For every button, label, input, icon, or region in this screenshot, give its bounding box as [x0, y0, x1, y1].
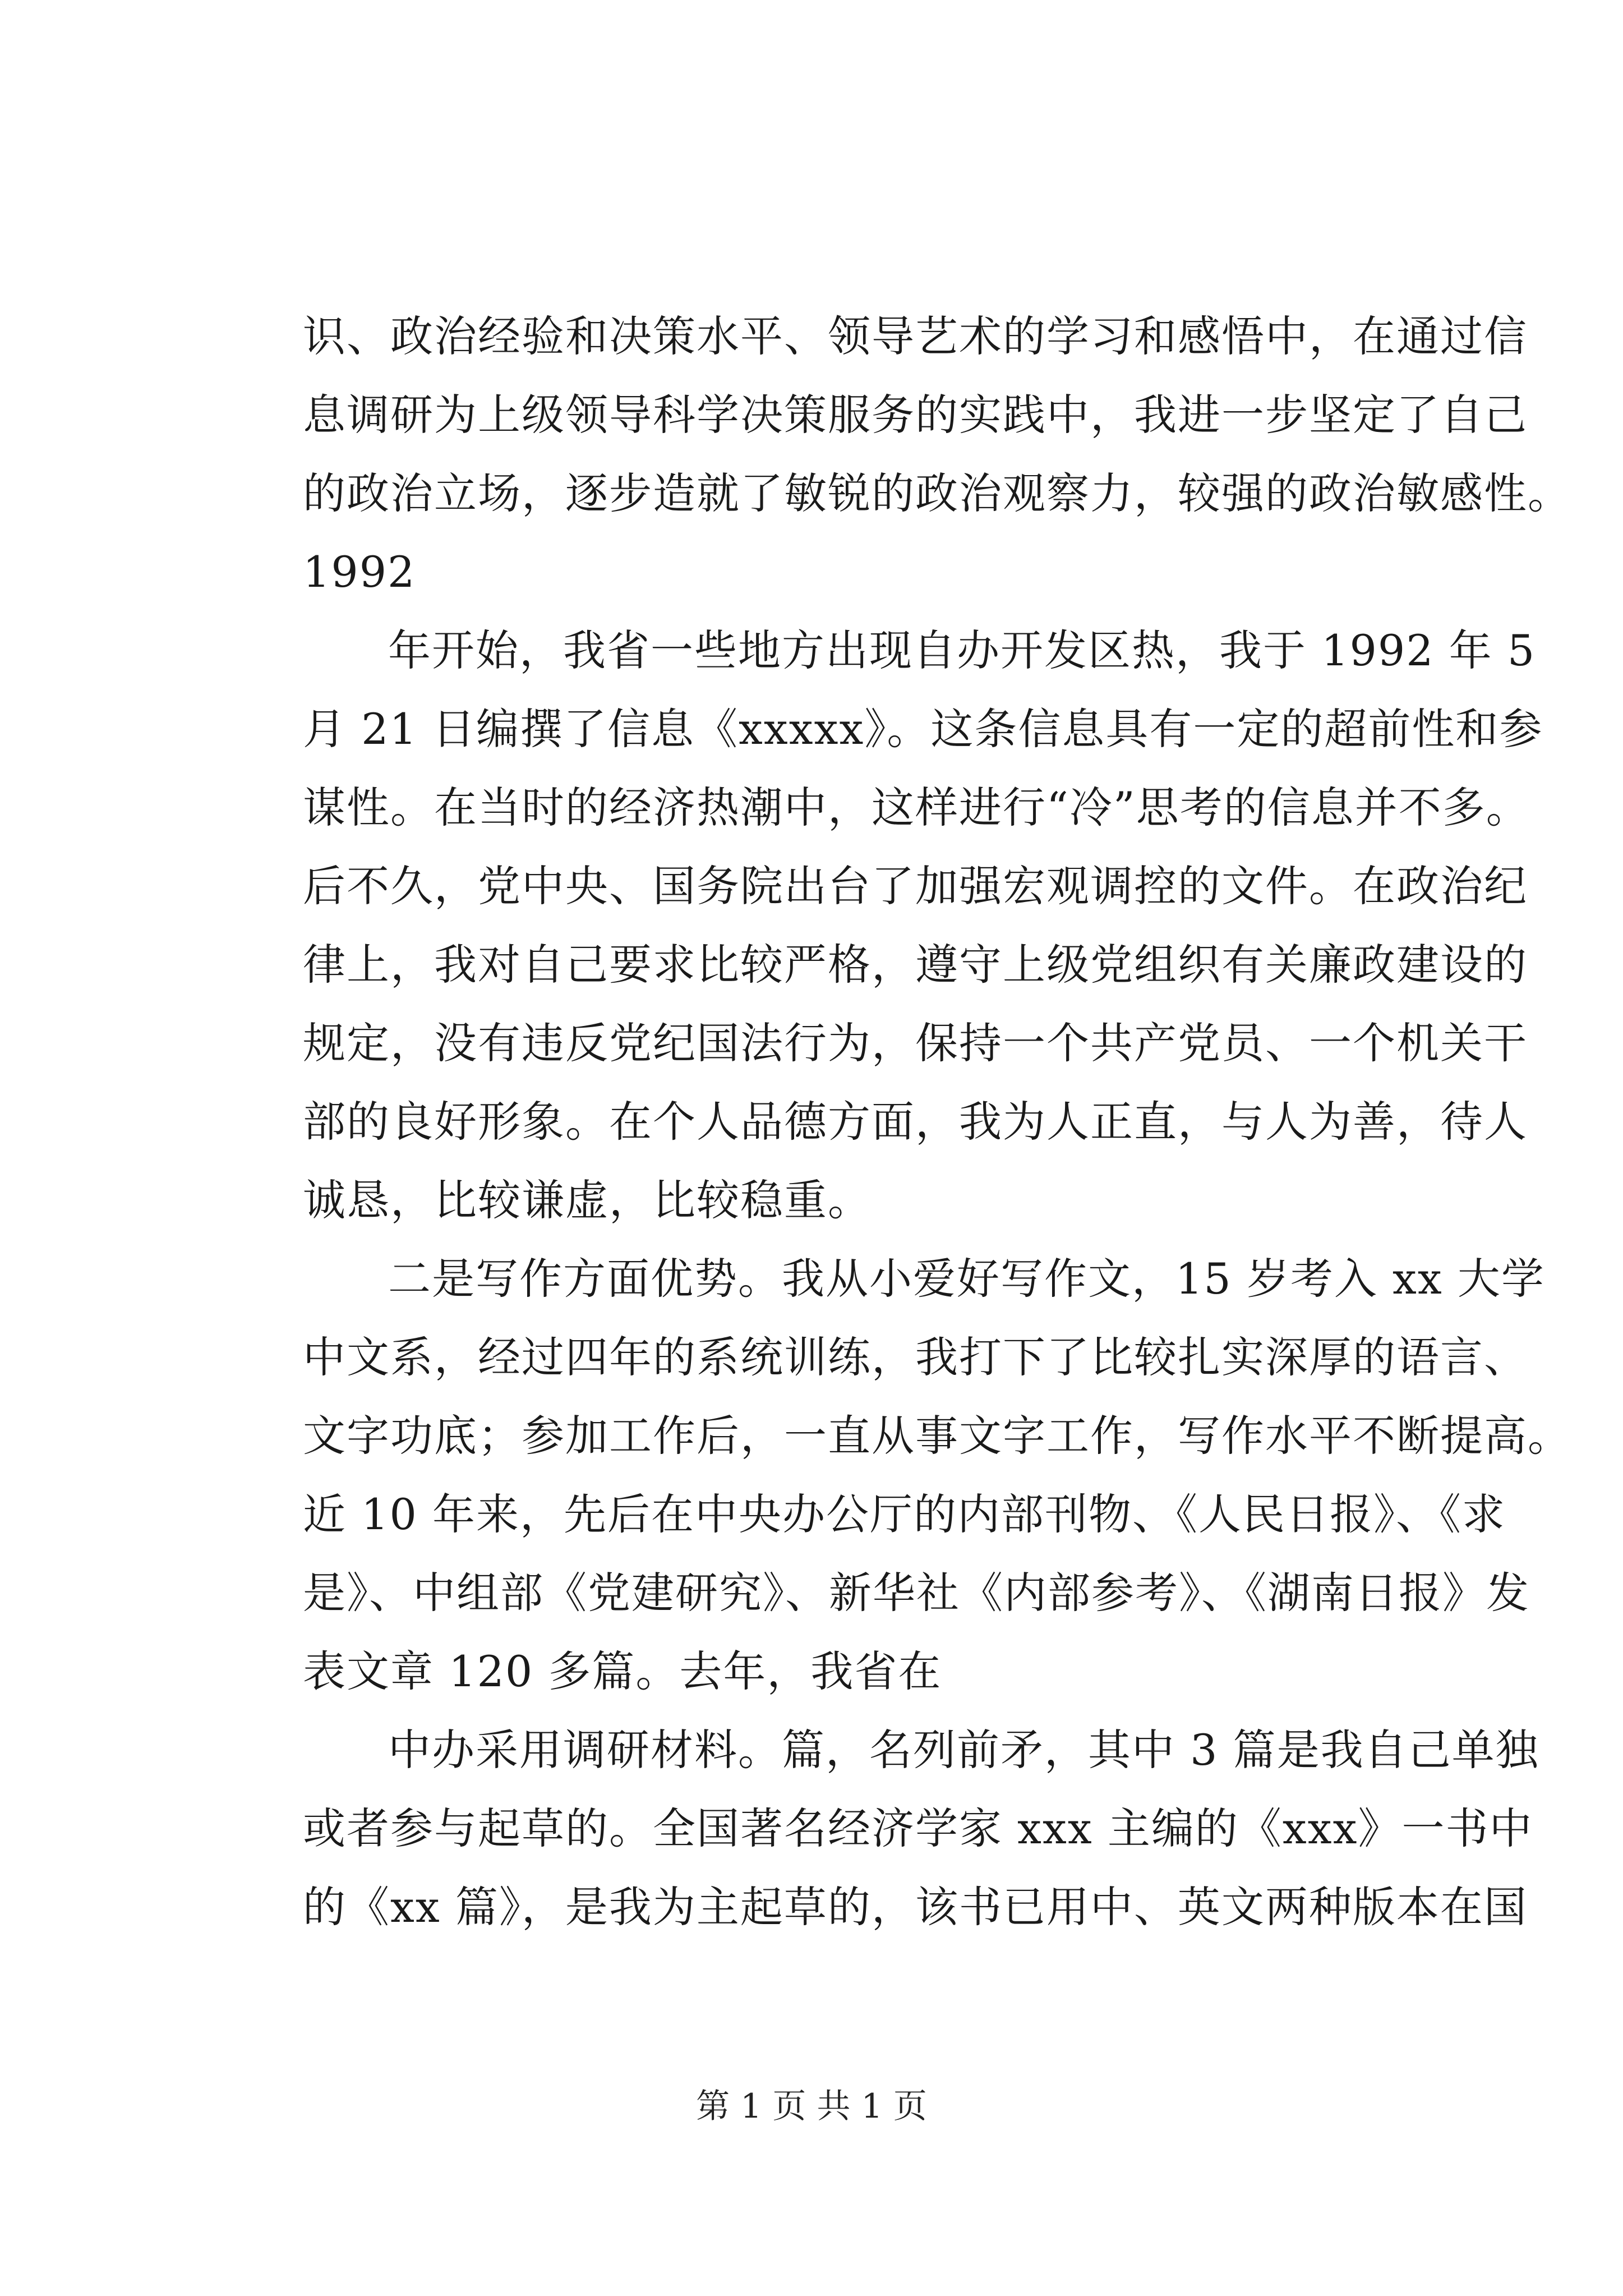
text-line: 诚恳，比较谦虚，比较稳重。 — [303, 1175, 872, 1225]
text-line: 谋性。在当时的经济热潮中，这样进行“冷”思考的信息并不多。 — [303, 783, 1530, 832]
text-line: 识、政治经验和决策水平、领导艺术的学习和感悟中，在通过信 — [303, 311, 1528, 361]
text-line: 或者参与起草的。全国著名经济学家 xxx 主编的《xxx》一书中 — [303, 1803, 1533, 1853]
text-line: 1992 — [303, 547, 416, 597]
text-line: 律上，我对自己要求比较严格，遵守上级党组织有关廉政建设的 — [303, 940, 1528, 990]
page-number-label: 第 1 页 共 1 页 — [696, 2087, 927, 2126]
text-line: 后不久，党中央、国务院出台了加强宏观调控的文件。在政治纪 — [303, 861, 1528, 911]
document-body — [303, 297, 1571, 1947]
text-line: 的《xx 篇》，是我为主起草的，该书已用中、英文两种版本在国 — [303, 1882, 1528, 1932]
paragraph-start-line: 年开始，我省一些地方出现自办开发区热，我于 1992 年 5 — [388, 625, 1536, 675]
text-line: 规定，没有违反党纪国法行为，保持一个共产党员、一个机关干 — [303, 1018, 1528, 1068]
text-line: 近 10 年来，先后在中央办公厅的内部刊物、《人民日报》、《求 — [303, 1489, 1506, 1539]
text-line: 部的良好形象。在个人品德方面，我为人正直，与人为善，待人 — [303, 1097, 1528, 1147]
text-line: 息调研为上级领导科学决策服务的实践中，我进一步坚定了自己 — [303, 390, 1528, 440]
paragraph-start-line: 中办采用调研材料。篇，名列前矛，其中 3 篇是我自己单独 — [388, 1725, 1539, 1775]
text-line: 中文系，经过四年的系统训练，我打下了比较扎实深厚的语言、 — [303, 1332, 1528, 1382]
paragraph-start-line: 二是写作方面优势。我从小爱好写作文，15 岁考入 xx 大学 — [388, 1254, 1545, 1304]
text-line: 的政治立场，逐步造就了敏锐的政治观察力，较强的政治敏感性。 — [303, 468, 1571, 518]
text-line: 文字功底；参加工作后，一直从事文字工作，写作水平不断提高。 — [303, 1411, 1571, 1461]
page-footer — [0, 2084, 1623, 2129]
text-line: 是》、中组部《党建研究》、新华社《内部参考》、《湖南日报》发 — [303, 1568, 1530, 1618]
text-line: 月 21 日编撰了信息《xxxxx》。这条信息具有一定的超前性和参 — [303, 704, 1543, 754]
text-line: 表文章 120 多篇。去年，我省在 — [303, 1646, 942, 1696]
